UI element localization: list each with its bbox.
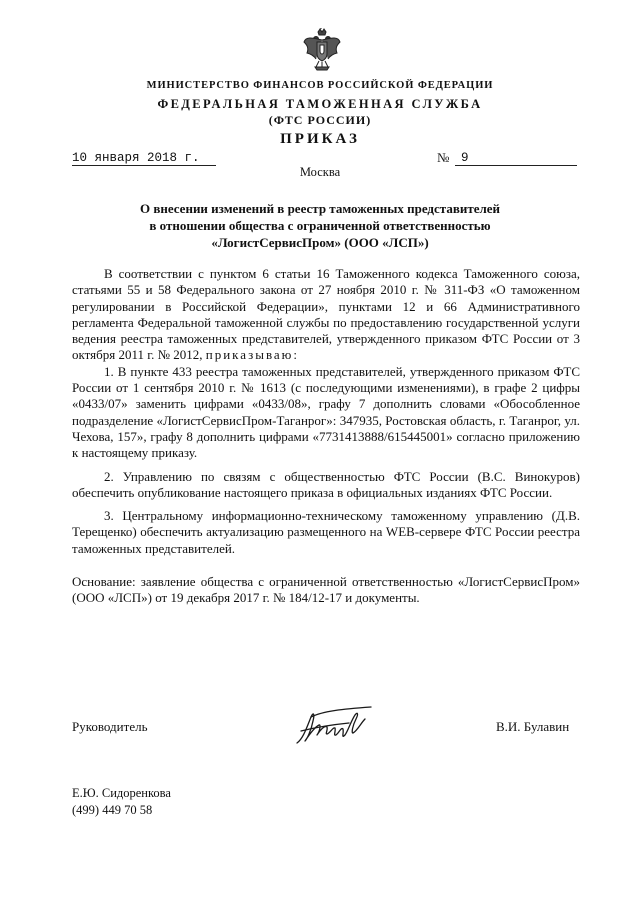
document-body [72,266,580,607]
order-word: приказываю: [205,347,299,363]
document-date: 10 января 2018 г. [72,151,216,166]
document-number: 9 [455,151,577,166]
number-label: № [437,150,450,165]
document-subject [0,200,640,251]
order-item-1: 1. В пункте 433 реестра таможенных представителей, утвержденного приказом ФТС России от 1 сентября 2010 г. № 1613 (с последующими изменениями), в графе 2 цифры «0433/07» заменить цифрами «0433/08», графу 7 дополнить словами «Обособленное подразделение «ЛогистСервисПром-Таганрог»: 347935, Ростовская область, г. Таганрог, ул. Чехова, 157», графу 8 дополнить цифрами «7731413888/615445001» согласно приложению к настоящему приказу. [72,363,580,461]
subject-line: «ЛогистСервисПром» (ООО «ЛСП») [211,235,429,250]
basis-paragraph: Основание: заявление общества с ограниченной ответственностью «ЛогистСервисПром» (ООО «ЛСП») от 19 декабря 2017 г. № 184/12-17 и документы. [72,574,580,606]
preamble-paragraph [72,266,580,364]
emblem-icon [303,28,341,72]
preamble-text: В соответствии с пунктом 6 статьи 16 Таможенного кодекса Таможенного союза, статьями 55 и 58 Федерального закона от 27 ноября 2010 г. № 311-ФЗ «О таможенном регулировании в Российской Федерации», пунктами 12 и 66 Административного регламента Федеральной таможенной службы по предоставлению государственной услуги ведения реестра таможенных представителей, утвержденного приказом ФТС России от 3 октября 2011 г. № 2012, [72,266,580,363]
executor-phone: (499) 449 70 58 [72,803,153,817]
signatory-name: В.И. Булавин [496,719,570,734]
handwritten-signature [293,703,375,749]
order-item-3: 3. Центральному информационно-техническому таможенному управлению (Д.В. Терещенко) обеспечить актуализацию размещенного на WEB-сервере ФТС России реестра таможенных представителей. [72,508,580,556]
document-type: ПРИКАЗ [280,131,360,147]
service-abbreviation: (ФТС РОССИИ) [268,113,372,127]
ministry-name: МИНИСТЕРСТВО ФИНАНСОВ РОССИЙСКОЙ ФЕДЕРАЦИИ [146,80,494,91]
order-item-2: 2. Управлению по связям с общественностью ФТС России (В.С. Винокуров) обеспечить опубликование настоящего приказа в официальных изданиях ФТС России. [72,468,580,500]
subject-line: О внесении изменений в реестр таможенных представителей [139,201,501,216]
subject-line: в отношении общества с ограниченной ответственностью [149,218,491,233]
signatory-title: Руководитель [72,719,148,734]
service-name: ФЕДЕРАЛЬНАЯ ТАМОЖЕННАЯ СЛУЖБА [157,97,483,111]
executor-name: Е.Ю. Сидоренкова [72,786,171,800]
document-city: Москва [299,165,341,179]
